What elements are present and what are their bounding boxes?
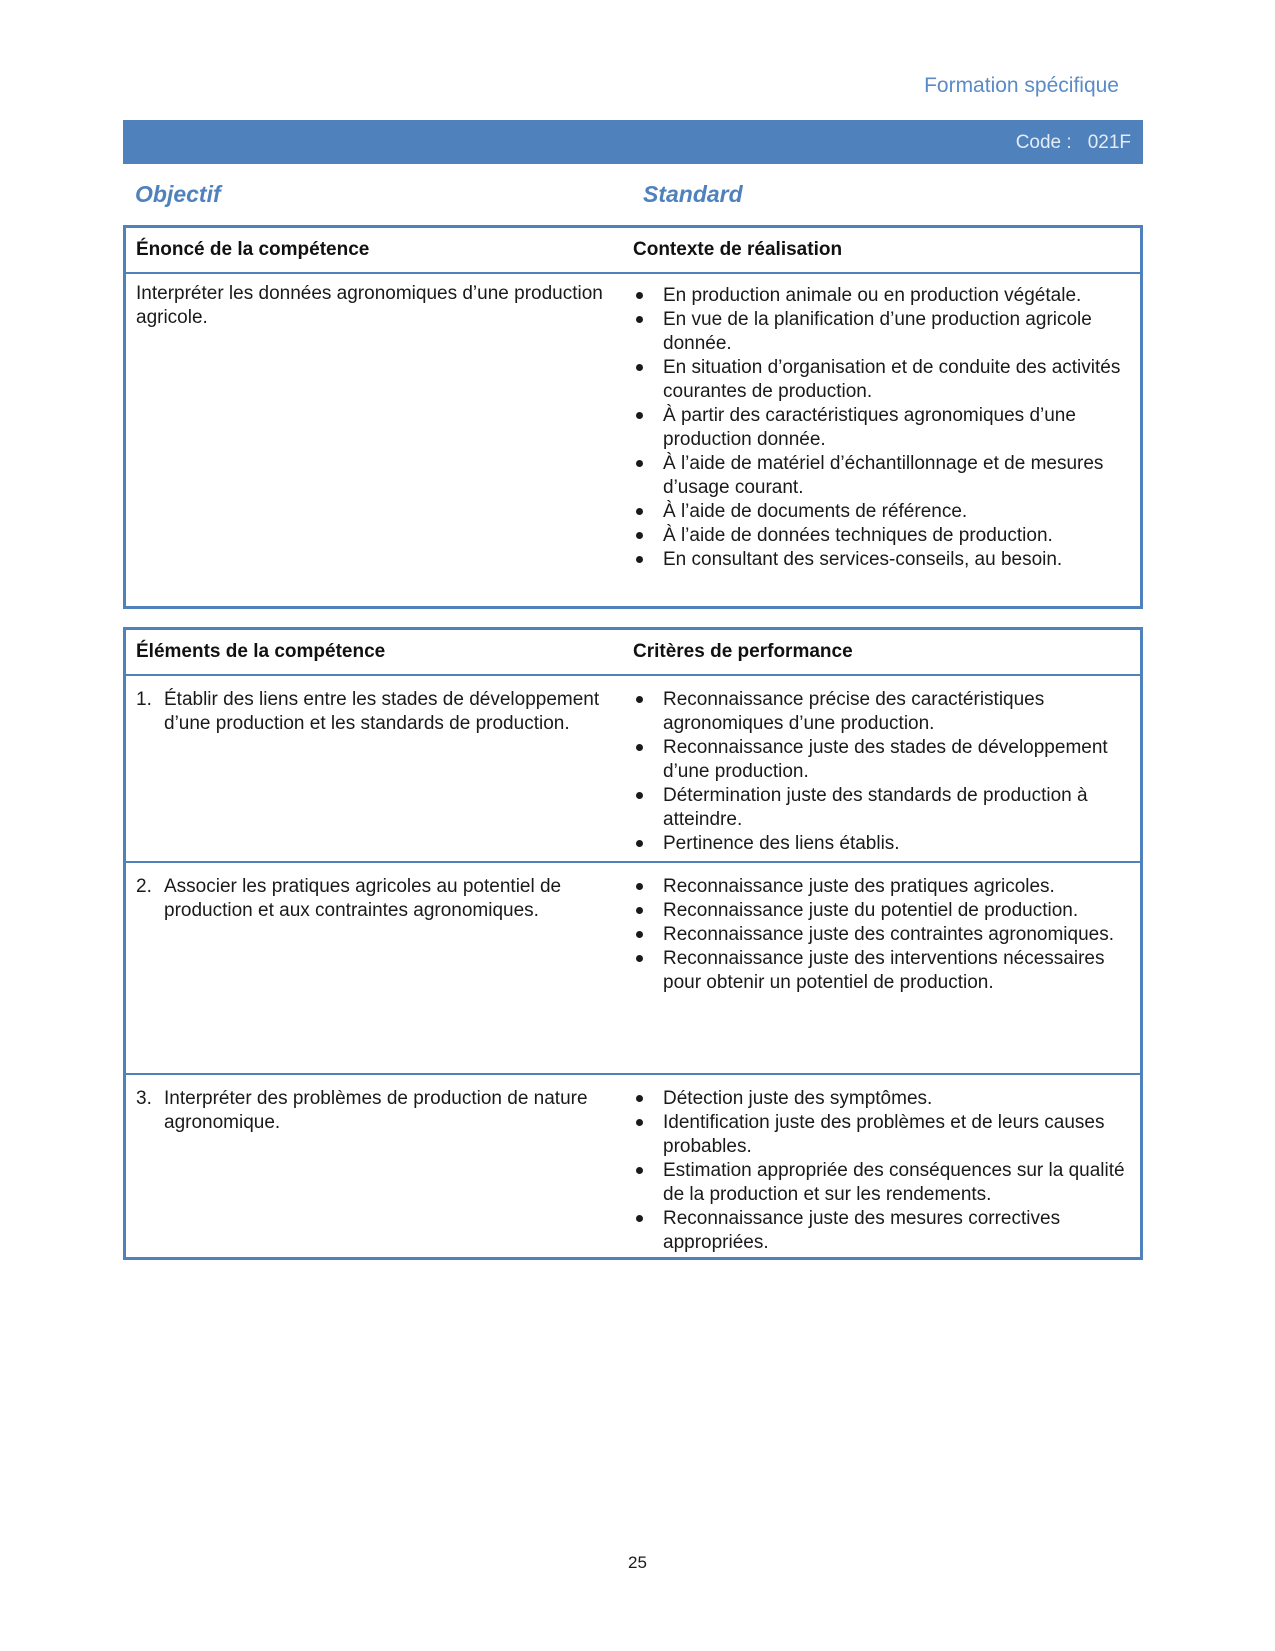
competence-header-row	[126, 228, 1140, 274]
list-item: En consultant des services-conseils, au besoin.	[633, 548, 1130, 572]
criteres-cell	[633, 863, 1140, 1073]
element-number: 2.	[136, 876, 152, 897]
contexte-header: Contexte de réalisation	[633, 239, 843, 260]
criteres-list	[633, 1087, 1130, 1255]
list-item: Reconnaissance juste des contraintes agronomiques.	[633, 923, 1130, 947]
formation-label: Formation spécifique	[924, 74, 1119, 97]
list-item: Identification juste des problèmes et de leurs causes probables.	[633, 1111, 1130, 1159]
list-item: Reconnaissance juste des mesures correctives appropriées.	[633, 1207, 1130, 1255]
criteres-cell	[633, 676, 1140, 861]
table-row	[126, 1075, 1140, 1255]
enonce-header: Énoncé de la compétence	[136, 239, 370, 260]
element-cell	[126, 676, 633, 861]
element-text: Associer les pratiques agricoles au potentiel de production et aux contraintes agronomiques.	[164, 876, 562, 921]
contexte-list	[633, 284, 1130, 572]
elements-table	[123, 627, 1143, 1260]
list-item: À l’aide de matériel d’échantillonnage et de mesures d’usage courant.	[633, 452, 1130, 500]
criteres-header: Critères de performance	[633, 641, 853, 662]
section-standard: Standard	[643, 181, 743, 207]
code-value: 021F	[1087, 132, 1131, 153]
list-item: Reconnaissance juste des stades de développement d’une production.	[633, 736, 1130, 784]
competence-body-row	[126, 274, 1140, 572]
element-item	[136, 1087, 625, 1135]
list-item: Reconnaissance précise des caractéristiques agronomiques d’une production.	[633, 688, 1130, 736]
element-number: 3.	[136, 1088, 152, 1109]
element-text: Interpréter des problèmes de production de nature agronomique.	[164, 1088, 588, 1133]
list-item: Reconnaissance juste des interventions nécessaires pour obtenir un potentiel de production.	[633, 947, 1130, 995]
code-bar	[123, 120, 1143, 164]
list-item: Reconnaissance juste des pratiques agricoles.	[633, 875, 1130, 899]
criteres-list	[633, 688, 1130, 856]
list-item: En production animale ou en production végétale.	[633, 284, 1130, 308]
section-objectif: Objectif	[135, 181, 221, 207]
criteres-list	[633, 875, 1130, 995]
list-item: À partir des caractéristiques agronomiques d’une production donnée.	[633, 404, 1130, 452]
table-row	[126, 676, 1140, 863]
list-item: À l’aide de données techniques de production.	[633, 524, 1130, 548]
enonce-text: Interpréter les données agronomiques d’une production agricole.	[136, 283, 603, 328]
element-text: Établir des liens entre les stades de développement d’une production et les standards de production.	[164, 689, 600, 734]
element-cell	[126, 863, 633, 1073]
list-item: Pertinence des liens établis.	[633, 832, 1130, 856]
list-item: Détermination juste des standards de production à atteindre.	[633, 784, 1130, 832]
code-label: Code :	[1015, 132, 1072, 153]
criteres-cell	[633, 1075, 1140, 1255]
list-item: En situation d’organisation et de conduite des activités courantes de production.	[633, 356, 1130, 404]
contexte-cell	[633, 274, 1140, 572]
list-item: Estimation appropriée des conséquences sur la qualité de la production et sur les rendements.	[633, 1159, 1130, 1207]
list-item: À l’aide de documents de référence.	[633, 500, 1130, 524]
list-item: En vue de la planification d’une production agricole donnée.	[633, 308, 1130, 356]
elements-header: Éléments de la compétence	[136, 641, 386, 662]
elements-header-row	[126, 630, 1140, 676]
page-number: 25	[628, 1553, 647, 1572]
list-item: Détection juste des symptômes.	[633, 1087, 1130, 1111]
element-item	[136, 688, 625, 736]
element-cell	[126, 1075, 633, 1255]
element-number: 1.	[136, 689, 152, 710]
table-row	[126, 863, 1140, 1075]
element-item	[136, 875, 625, 923]
list-item: Reconnaissance juste du potentiel de production.	[633, 899, 1130, 923]
competence-table	[123, 225, 1143, 609]
code-text	[1016, 132, 1131, 154]
